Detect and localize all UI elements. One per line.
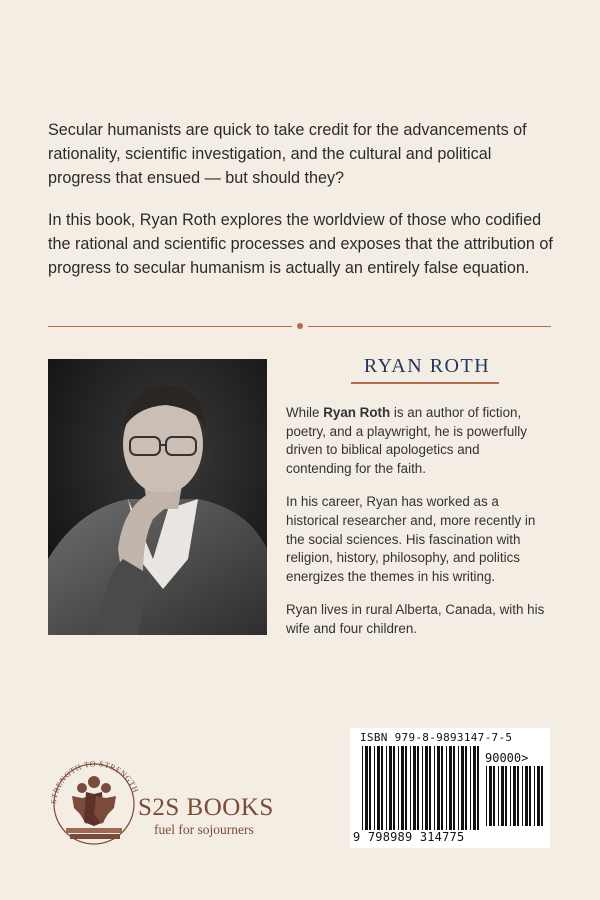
barcode-bar: [417, 746, 419, 830]
publisher-name: S2S BOOKS: [138, 794, 274, 821]
barcode-bar: [525, 766, 528, 826]
bio-paragraph-2: In his career, Ryan has worked as a historical researcher and, more recently in the social sciences. His fascination with religion, history, philosophy, and politics energizes the themes in his writing.: [286, 494, 536, 584]
barcode-bar: [413, 746, 416, 830]
barcode-bar: [510, 766, 511, 826]
barcode-bar: [398, 746, 399, 830]
logo-ring-text: STRENGTH TO STRENGTH: [48, 759, 141, 805]
barcode-bar: [434, 746, 435, 830]
barcode-bar: [437, 746, 440, 830]
blurb-paragraph-1: Secular humanists are quick to take credit for the advancements of rationality, scientific investigation, and the cultural and political progress that ensued — but should they?: [48, 121, 527, 187]
barcode-bar: [517, 766, 519, 826]
bio-author-name: Ryan Roth: [323, 405, 391, 420]
author-photo: [48, 359, 267, 635]
barcode-bar: [369, 746, 371, 830]
divider-line-left: [48, 326, 292, 327]
bio-paragraph-1: [286, 404, 548, 478]
barcode-bar: [501, 766, 504, 826]
barcode-bar: [449, 746, 452, 830]
barcode-bar: [422, 746, 423, 830]
barcode-bar: [470, 746, 471, 830]
barcode-bar: [386, 746, 387, 830]
barcode-bar: [405, 746, 407, 830]
barcode-bar: [477, 746, 479, 830]
section-divider: [48, 318, 551, 334]
author-portrait-image: [48, 359, 267, 635]
barcode-bar: [465, 746, 467, 830]
barcode-bar: [537, 766, 540, 826]
barcode-bar: [461, 746, 464, 830]
isbn-barcode: [350, 728, 550, 848]
barcode-bar: [389, 746, 392, 830]
author-bio: [286, 404, 548, 654]
author-name-underline: [351, 382, 499, 384]
barcode-bar: [410, 746, 411, 830]
barcode-addon-price: 90000>: [485, 751, 529, 765]
divider-dot: [297, 323, 303, 329]
author-name-heading: RYAN ROTH: [363, 355, 491, 377]
bio-paragraph-3: Ryan lives in rural Alberta, Canada, with his wife and four children.: [286, 602, 545, 636]
bio-text: While: [286, 405, 324, 420]
divider-line-right: [308, 326, 551, 327]
barcode-bar: [486, 766, 487, 826]
barcode-bar: [362, 746, 363, 830]
publisher-tagline: fuel for sojourners: [154, 822, 254, 837]
barcode-bar: [498, 766, 499, 826]
publisher-logo: [46, 752, 286, 852]
barcode-bar: [529, 766, 531, 826]
blurb-paragraph-2: In this book, Ryan Roth explores the worldview of those who codified the rational and scientific processes and exposes that the attribution of progress to secular humanism is actually an entirely false equation.: [48, 211, 553, 277]
isbn-label: ISBN 979-8-9893147-7-5: [360, 731, 513, 744]
barcode-bar: [458, 746, 459, 830]
barcode-bar: [489, 766, 492, 826]
barcode-ean-digits: 9 798989 314775: [353, 830, 465, 844]
barcode-bar: [446, 746, 447, 830]
barcode-bar: [429, 746, 431, 830]
bio-text: is an author of fiction, poetry, and a playwright, he is powerfully driven to biblical apologetics and contending for the faith.: [286, 405, 527, 476]
barcode-bar: [534, 766, 535, 826]
barcode-bar: [505, 766, 507, 826]
barcode-bar: [393, 746, 395, 830]
barcode-bar: [374, 746, 375, 830]
barcode-bar: [441, 746, 443, 830]
barcode-bar: [473, 746, 476, 830]
barcode-bar: [381, 746, 383, 830]
barcode-bar: [513, 766, 516, 826]
barcode-bar: [522, 766, 523, 826]
barcode-bar: [377, 746, 380, 830]
barcode-bar: [425, 746, 428, 830]
back-cover-blurb: [48, 118, 558, 298]
barcode-bar: [401, 746, 404, 830]
barcode-bar: [365, 746, 368, 830]
barcode-bar: [541, 766, 543, 826]
barcode-bar: [493, 766, 495, 826]
barcode-bar: [453, 746, 455, 830]
